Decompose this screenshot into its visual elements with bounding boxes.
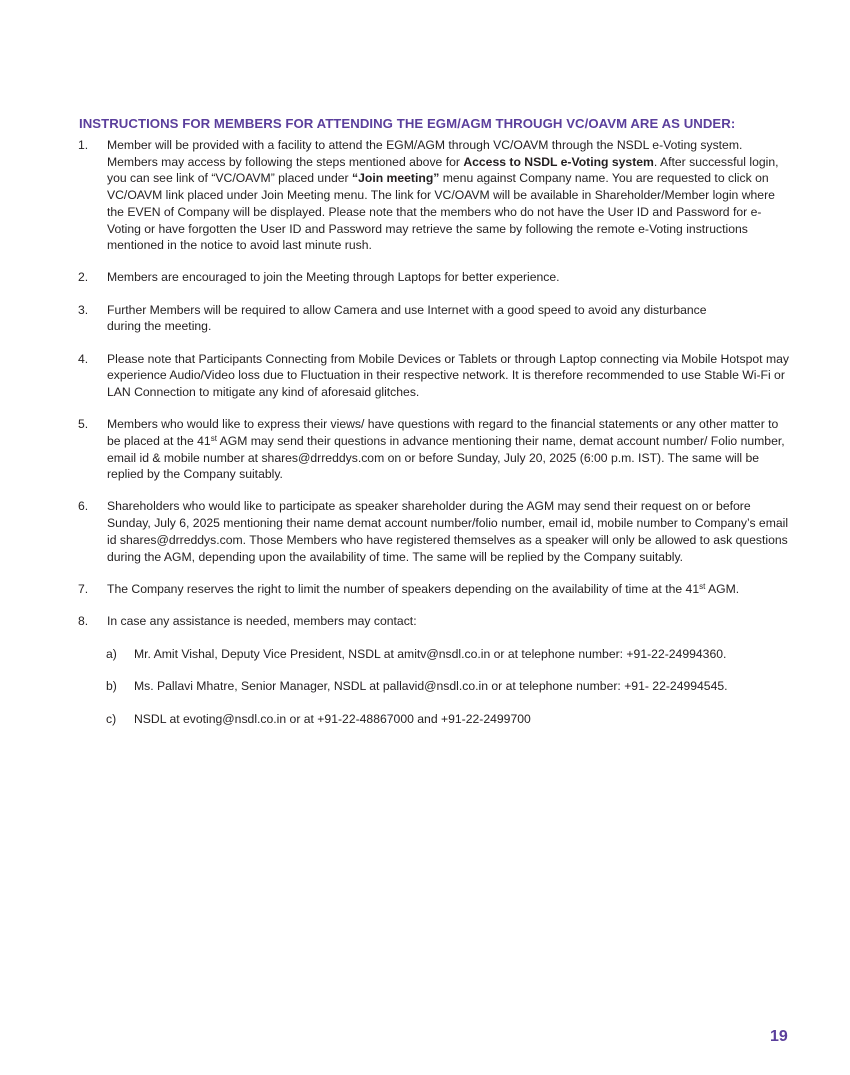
contact-text: Ms. Pallavi Mhatre, Senior Manager, NSDL at pallavid@nsdl.co.in or at telephone number: +91- 22-24994545.	[134, 679, 728, 694]
section-heading: INSTRUCTIONS FOR MEMBERS FOR ATTENDING THE EGM/AGM THROUGH VC/OAVM ARE AS UNDER:	[79, 116, 736, 131]
contact-item	[0, 678, 850, 695]
item-text: Shareholders who would like to participate as speaker shareholder during the AGM may send their request on or before Sunday, July 6, 2025 mentioning their name demat account number/folio number, email id, mobile number to Company’s email id shares@drreddys.com. Those Members who have registered themselves as a speaker will only be allowed to ask questions during the AGM, depending upon the availability of time. The same will be replied by the Company suitably.	[107, 499, 789, 564]
bold-text: “Join meeting”	[352, 171, 440, 186]
contact-label: a)	[106, 646, 117, 661]
text-line: during the meeting.	[107, 319, 212, 334]
item-text: Please note that Participants Connecting from Mobile Devices or Tablets or through Laptop connecting via Mobile Hotspot may experience Audio/Video loss due to Fluctuation in their respective network. It is therefore recommended to use Stable Wi-Fi or LAN Connection to mitigate any kind of aforesaid glitches.	[107, 351, 789, 399]
list-item	[0, 269, 850, 286]
page-number: 19	[770, 1028, 788, 1045]
ordinal-superscript: st	[699, 581, 706, 591]
item-number: 4.	[78, 351, 89, 366]
item-text: Members are encouraged to join the Meeting through Laptops for better experience.	[107, 270, 560, 285]
list-item	[0, 137, 850, 254]
item-number: 3.	[78, 302, 89, 317]
text-run: AGM may send their questions in advance mentioning their name, demat account number/ Folio number, email id & mobile number at shares@drreddys.com on or before Sunday, July 20, 2025 (6:00 p.m. IST). The same will be replied by the Company suitably.	[107, 433, 785, 482]
list-item	[0, 351, 850, 401]
text-run: Member will be provided with a facility to attend the EGM/AGM through VC/OAVM through the NSDL e-Voting system. Members may access by following the steps mentioned above for	[107, 138, 743, 169]
contact-text: NSDL at evoting@nsdl.co.in or at +91-22-48867000 and +91-22-2499700	[134, 712, 531, 727]
text-run: Members who would like to express their views/ have questions with regard to the financial statements or any other matter to be placed at the 41	[107, 417, 779, 448]
list-item	[0, 498, 850, 565]
contact-item	[0, 711, 850, 728]
contact-label: c)	[106, 712, 117, 727]
item-number: 1.	[78, 138, 89, 152]
item-number: 2.	[78, 270, 89, 285]
contact-text: Mr. Amit Vishal, Deputy Vice President, NSDL at amitv@nsdl.co.in or at telephone number: +91-22-24994360.	[134, 646, 727, 661]
list-item	[0, 302, 850, 335]
bold-text: Access to NSDL e-Voting system	[463, 154, 654, 169]
contact-label: b)	[106, 679, 117, 694]
text-run: menu against Company name. You are requested to click on VC/OAVM link placed under Join Meeting menu. The link for VC/OAVM will be available in Shareholder/Member login where the EVEN of Company will be displayed. Please note that the members who do not have the User ID and Password for e-Voting or have forgotten the User ID and Password may retrieve the same by following the remote e-Voting instructions mentioned in the notice to avoid last minute rush.	[107, 171, 775, 253]
item-text	[107, 581, 792, 598]
text-run: The Company reserves the right to limit the number of speakers depending on the availability of time at the 41	[107, 581, 700, 596]
text-run: AGM.	[705, 581, 740, 596]
list-item	[0, 581, 850, 598]
item-number: 5.	[78, 417, 89, 432]
item-text	[107, 416, 792, 483]
item-number: 7.	[78, 581, 89, 596]
item-number: 8.	[78, 613, 89, 628]
item-text: In case any assistance is needed, members may contact:	[107, 613, 417, 628]
ordinal-superscript: st	[210, 433, 217, 443]
text-line: Further Members will be required to allow Camera and use Internet with a good speed to avoid any disturbance	[107, 302, 707, 317]
list-item	[0, 613, 850, 728]
item-text	[107, 302, 792, 335]
text-run: . After successful login, you can see link of “VC/OAVM” placed under	[107, 154, 779, 186]
list-item	[0, 416, 850, 483]
instruction-list	[0, 137, 850, 743]
item-text	[107, 137, 792, 254]
contact-item	[0, 646, 850, 663]
item-number: 6.	[78, 499, 89, 514]
